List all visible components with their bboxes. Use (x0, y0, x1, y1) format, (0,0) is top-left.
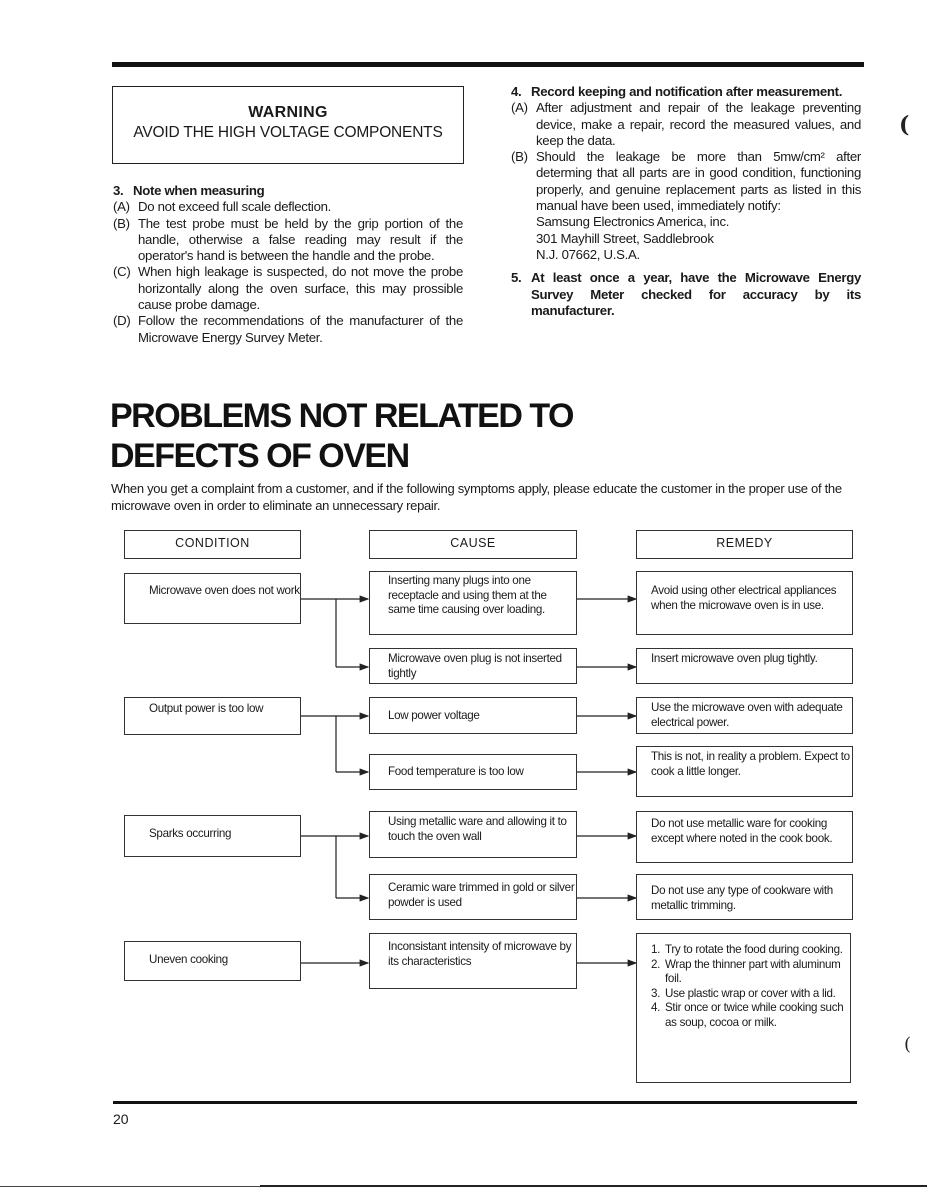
intro-paragraph: When you get a complaint from a customer, and if the following symptoms apply, please educate the customer in the proper use of the microwave oven in order to eliminate an unnecessary repair. (111, 481, 842, 513)
title-line-2: DEFECTS OF OVEN (110, 437, 409, 475)
remedy-box: Use the microwave oven with adequate electrical power. (636, 697, 853, 734)
section-number: 4. (511, 84, 522, 99)
section-number: 5. (511, 270, 522, 286)
cause-box: Inconsistant intensity of microwave by its characteristics (369, 933, 577, 989)
address-line: N.J. 07662, U.S.A. (536, 246, 640, 262)
margin-mark: ( (904, 1034, 912, 1055)
cause-box: Using metallic ware and allowing it to touch the oven wall (369, 811, 577, 858)
page-number: 20 (113, 1111, 129, 1127)
item-label: (B) (511, 149, 528, 165)
section-text: At least once a year, have the Microwave Energy Survey Meter checked for accuracy by its manufacturer. (531, 270, 861, 318)
remedy-step: 4. Stir once or twice while cooking such as soup, cocoa or milk. (651, 1001, 844, 1029)
remedy-step: 3. Use plastic wrap or cover with a lid. (651, 986, 836, 1000)
address-line: 301 Mayhill Street, Saddlebrook (536, 230, 714, 246)
margin-mark: ( (899, 112, 910, 138)
scan-edge-line (260, 1185, 927, 1187)
item-text: Should the leakage be more than 5mw/cm² after determing that all parts are in good condition, functioning properly, and genuine replacement parts as listed in this manual have been used, immediately notify: (536, 149, 861, 214)
remedy-box: Do not use metallic ware for cooking except where noted in the cook book. (636, 811, 853, 863)
header-cause: CAUSE (369, 530, 577, 559)
section-title: Record keeping and notification after measurement. (531, 84, 843, 99)
remedy-box: Avoid using other electrical appliances when the microwave oven is in use. (636, 571, 853, 635)
item-text: After adjustment and repair of the leakage preventing device, make a repair, record the measured values, and keep the data. (536, 100, 861, 148)
item-label: (D) (113, 313, 131, 329)
condition-box: Output power is too low (124, 697, 301, 735)
item-text: The test probe must be held by the grip portion of the handle, otherwise a false reading may result if the operator's hand is between the handle and the probe. (138, 215, 463, 264)
item-text: Do not exceed full scale deflection. (138, 199, 331, 215)
header-condition: CONDITION (124, 530, 301, 559)
item-label: (A) (113, 199, 130, 215)
remedy-box-uneven-cooking (636, 933, 851, 1083)
remedy-step: 1. Try to rotate the food during cooking. (651, 943, 843, 956)
section-number: 3. (113, 183, 124, 198)
remedy-box: Insert microwave oven plug tightly. (636, 648, 853, 684)
address-line: Samsung Electronics America, inc. (536, 214, 730, 230)
condition-box: Microwave oven does not work (124, 573, 301, 624)
condition-box: Uneven cooking (124, 941, 301, 981)
cause-box: Inserting many plugs into one receptacle and using them at the same time causing over loading. (369, 571, 577, 635)
item-text: When high leakage is suspected, do not move the probe horizontally along the oven surface, this may prossible cause probe damage. (138, 264, 463, 313)
cause-box: Microwave oven plug is not inserted tightly (369, 648, 577, 684)
condition-box: Sparks occurring (124, 815, 301, 857)
remedy-box: This is not, in reality a problem. Expect to cook a little longer. (636, 746, 853, 797)
remedy-step: 2. Wrap the thinner part with aluminum foil. (651, 957, 841, 985)
item-text: Follow the recommendations of the manufacturer of the Microwave Energy Survey Meter. (138, 313, 463, 345)
item-label: (C) (113, 264, 131, 280)
cause-box: Ceramic ware trimmed in gold or silver powder is used (369, 874, 577, 920)
item-label: (B) (113, 215, 130, 231)
warning-text: AVOID THE HIGH VOLTAGE COMPONENTS (133, 124, 443, 141)
bottom-rule (113, 1101, 857, 1104)
cause-box: Low power voltage (369, 697, 577, 734)
cause-box: Food temperature is too low (369, 754, 577, 790)
title-line-1: PROBLEMS NOT RELATED TO (110, 397, 573, 435)
item-label: (A) (511, 100, 528, 116)
warning-title: WARNING (248, 104, 328, 121)
section-title: Note when measuring (133, 183, 265, 198)
header-remedy: REMEDY (636, 530, 853, 559)
remedy-box: Do not use any type of cookware with metallic trimming. (636, 874, 853, 920)
